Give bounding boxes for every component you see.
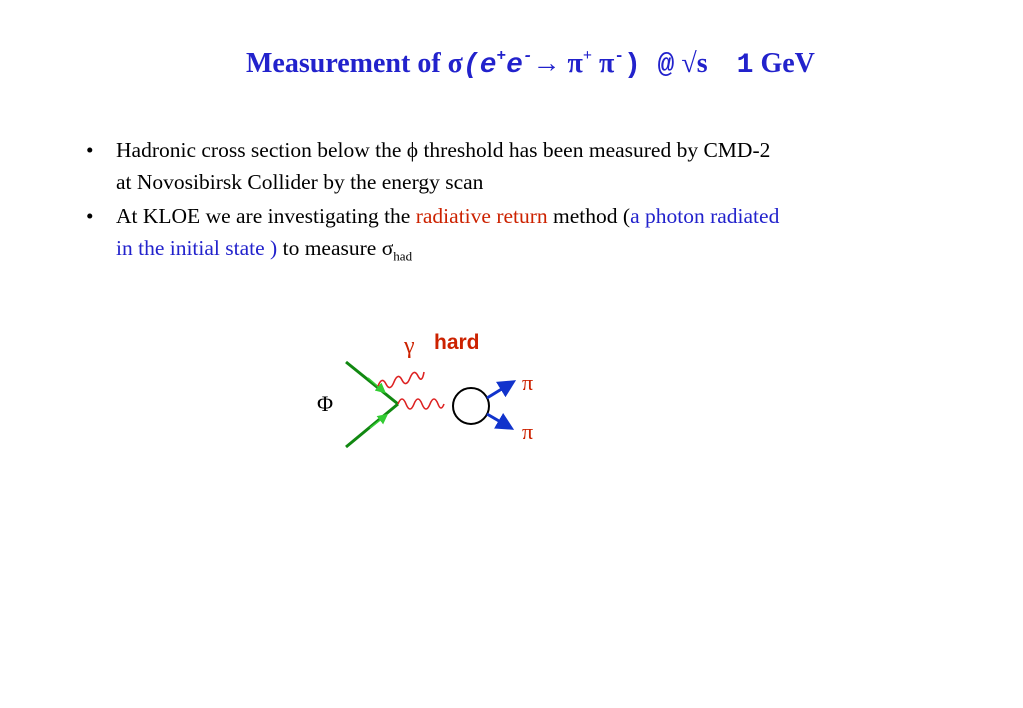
title-e-minus: - bbox=[522, 46, 533, 65]
bullet-marker: • bbox=[86, 138, 94, 162]
pion-top-label: π bbox=[522, 370, 534, 395]
title-gev: GeV bbox=[760, 48, 815, 79]
fermion-arrow-icon bbox=[370, 417, 384, 428]
title-pi-plus: π bbox=[567, 48, 583, 79]
gamma-label: γ bbox=[404, 333, 415, 359]
bullet-line: Hadronic cross section below the ϕ threshold has been measured by CMD-2 bbox=[116, 138, 771, 162]
title-minus: - bbox=[614, 46, 624, 65]
hadronic-blob bbox=[453, 388, 489, 424]
title-plus: + bbox=[582, 46, 592, 64]
bullet-text: At KLOE we are investigating the bbox=[116, 204, 416, 228]
bullet-marker: • bbox=[86, 204, 94, 228]
title-prefix: Measurement of bbox=[246, 48, 441, 79]
pion-arrow-bottom-icon bbox=[487, 414, 511, 428]
title-pi-minus: π bbox=[599, 48, 615, 79]
title-reaction-open: (e bbox=[462, 50, 497, 81]
hard-photon-line bbox=[378, 372, 424, 388]
pion-bottom-label: π bbox=[522, 419, 534, 444]
sigma-symbol: σ bbox=[381, 236, 394, 260]
title-e: e bbox=[506, 50, 523, 81]
title-sigma: σ bbox=[447, 48, 463, 79]
title-e-plus: + bbox=[496, 46, 507, 65]
fermion-arrow-icon bbox=[368, 378, 382, 390]
title-one: 1 bbox=[736, 50, 754, 81]
hard-label: hard bbox=[434, 331, 480, 354]
title-sqrt-s: √s bbox=[681, 48, 708, 79]
virtual-photon-line bbox=[398, 399, 444, 409]
fermion-line-top bbox=[346, 362, 398, 404]
title-close-at: ) @ bbox=[623, 50, 675, 81]
pion-arrow-top-icon bbox=[487, 382, 513, 398]
phi-label: Φ bbox=[317, 391, 334, 416]
bullet-line: at Novosibirsk Collider by the energy scan bbox=[116, 170, 484, 194]
bullet-text: to measure bbox=[277, 236, 382, 260]
title-arrow: → bbox=[532, 48, 561, 79]
highlight-radiative-return: radiative return bbox=[415, 204, 548, 228]
highlight-photon-b: in the initial state ) bbox=[116, 236, 278, 260]
sigma-subscript: had bbox=[393, 248, 413, 264]
bullet-text: method ( bbox=[547, 204, 631, 228]
highlight-photon-a: a photon radiated bbox=[630, 204, 780, 228]
